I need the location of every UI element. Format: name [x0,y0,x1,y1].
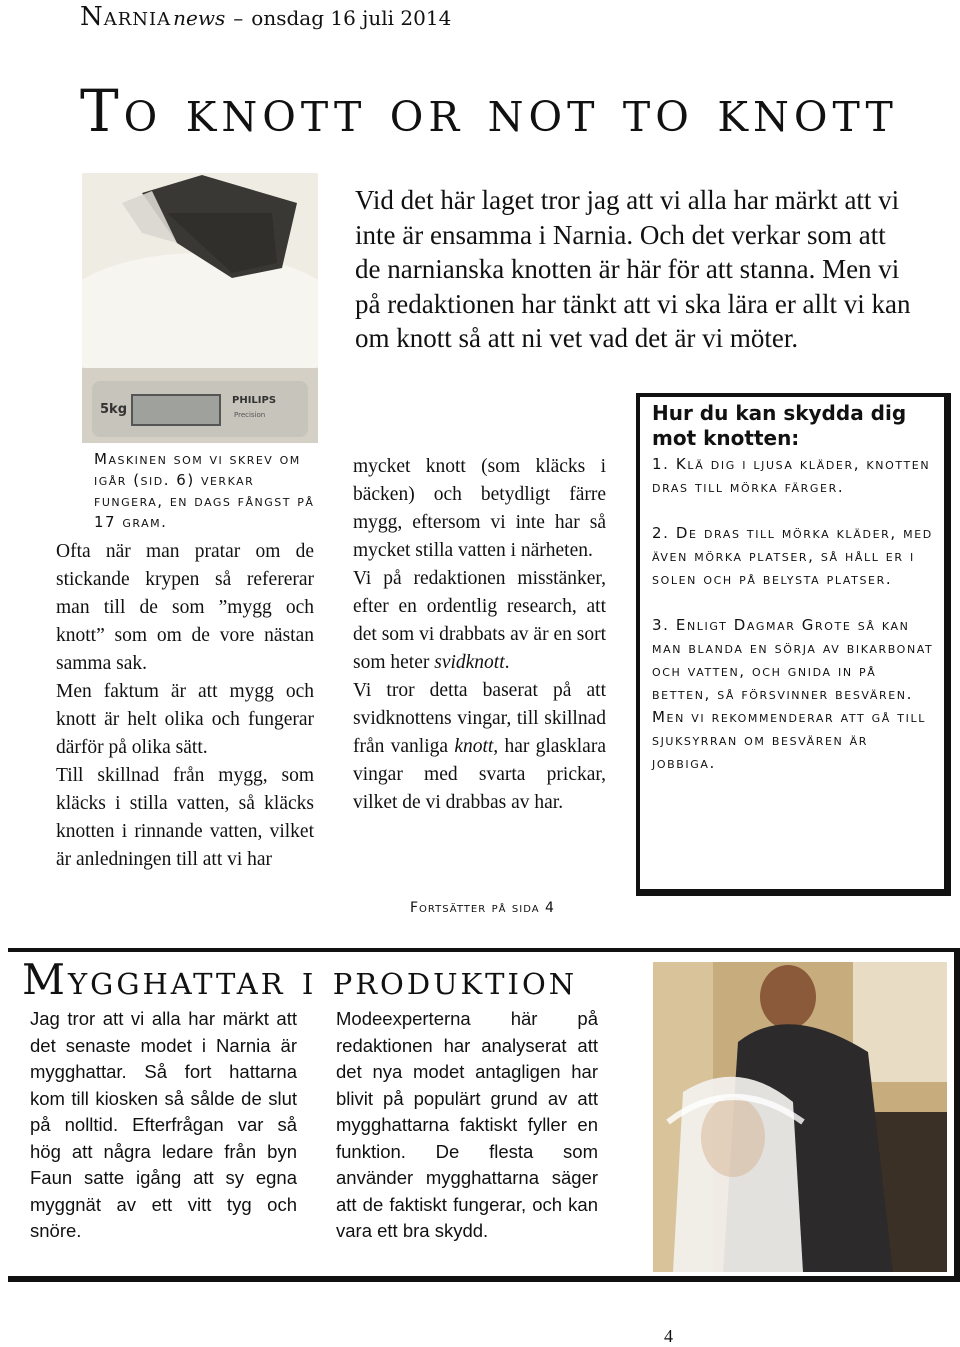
paragraph [353,565,606,677]
masthead-separator: – [233,6,244,30]
paragraph: Modeexperterna här på redaktionen har analyserat att det nya modet antagligen har blivit på populärt grund av att mygghattarna faktiskt fyller en funktion. De flesta som använder mygghattarna säger att de faktiskt fungerar, och kan vara ett bra skydd. [336,1008,598,1241]
emphasis-knott: knott, [454,736,499,757]
paragraph: Men faktum är att mygg och knott är helt olika och fungerar därför på olika sätt. [56,681,314,758]
continued-link[interactable]: Fortsätter på sida 4 [410,900,555,916]
page-number: 4 [664,1326,673,1346]
masthead [80,2,451,32]
second-headline: Mygghattar i produktion [22,955,578,1004]
masthead-date: onsdag 16 juli 2014 [251,6,452,30]
masthead-news: news [173,6,226,30]
photo-caption: Maskinen som vi skrev om igår (sid. 6) verkar fungera, en dags fångst på 17 gram. [94,450,315,531]
tips-title: Hur du kan skydda dig mot knotten: [652,401,907,450]
text-run: Vi på redaktionen misstänker, efter en ordentlig research, att det som vi drabbats av är en sort som heter [353,568,606,673]
tip-item: 1. Klä dig i ljusa kläder, knotten dras till mörka färger. [652,455,931,496]
scale-label-brand: PHILIPS [232,395,277,406]
paragraph [353,677,606,817]
bottom-column-left [30,1006,297,1245]
mosquito-hat-photo [653,962,947,1272]
article-headline: To knott or not to knott [80,77,898,145]
tip-item: 2. De dras till mörka kläder, med även mörka platser, så håll er i solen och på belysta platser. [652,524,933,588]
masthead-brand: Narnia [80,2,172,32]
emphasis-svidknott: svidknott [434,652,505,673]
article-column-left [56,538,314,926]
article-lead: Vid det här laget tror jag att vi alla har märkt att vi inte är ensamma i Narnia. Och det verkar som att de narnianska knotten är här för att stanna. Men vi på redaktionen har tänkt att vi ska lära er allt vi kan om knott så att ni vet vad det är vi möter. [355,185,911,353]
mosquito-hat-illustration [653,962,947,1272]
paragraph: mycket knott (som kläcks i bäcken) och betydligt färre mygg, eftersom vi inte har så mycket stilla vatten i närheten. [353,456,606,561]
paragraph: Ofta när man pratar om de stickande krypen så refererar man till de som ”mygg och knott” som om de vore nästan samma sak. [56,541,314,674]
scale-label-sub: Precision [234,411,266,419]
text-run: Vi tror detta baserat på att svidknottens vingar, till skillnad från vanliga [353,680,606,757]
article-column-middle [353,453,606,817]
scale-label-weight: 5kg [100,402,127,417]
text-run: . [504,652,510,673]
protection-tips-box [636,393,951,896]
paragraph: Till skillnad från mygg, som kläcks i stilla vatten, så kläcks knotten i rinnande vatten, vilket är anledningen till att vi har [56,765,314,870]
scale-photo-illustration [82,173,318,443]
tip-item: 3. Enligt Dagmar Grote så kan man blanda en sörja av bikarbonat och vatten, och gnida in på betten, så försvinner besvären. Men vi rekommenderar att gå till sjuksyrran om besvären är jobbiga. [652,616,934,772]
paragraph: Jag tror att vi alla har märkt att det senaste modet i Narnia är mygghattar. Så fort hattarna kom till kiosken så sålde de slut på nolltid. Efterfrågan var så hög att några ledare från byn Faun satte igång att sy egna myggnät av ett vitt tyg och snöre. [30,1008,297,1241]
text-run: har glasklara vingar med svarta prickar, vilket de vi drabbas av har. [353,736,606,813]
bottom-column-right [336,1006,598,1245]
scale-photo [82,173,318,443]
